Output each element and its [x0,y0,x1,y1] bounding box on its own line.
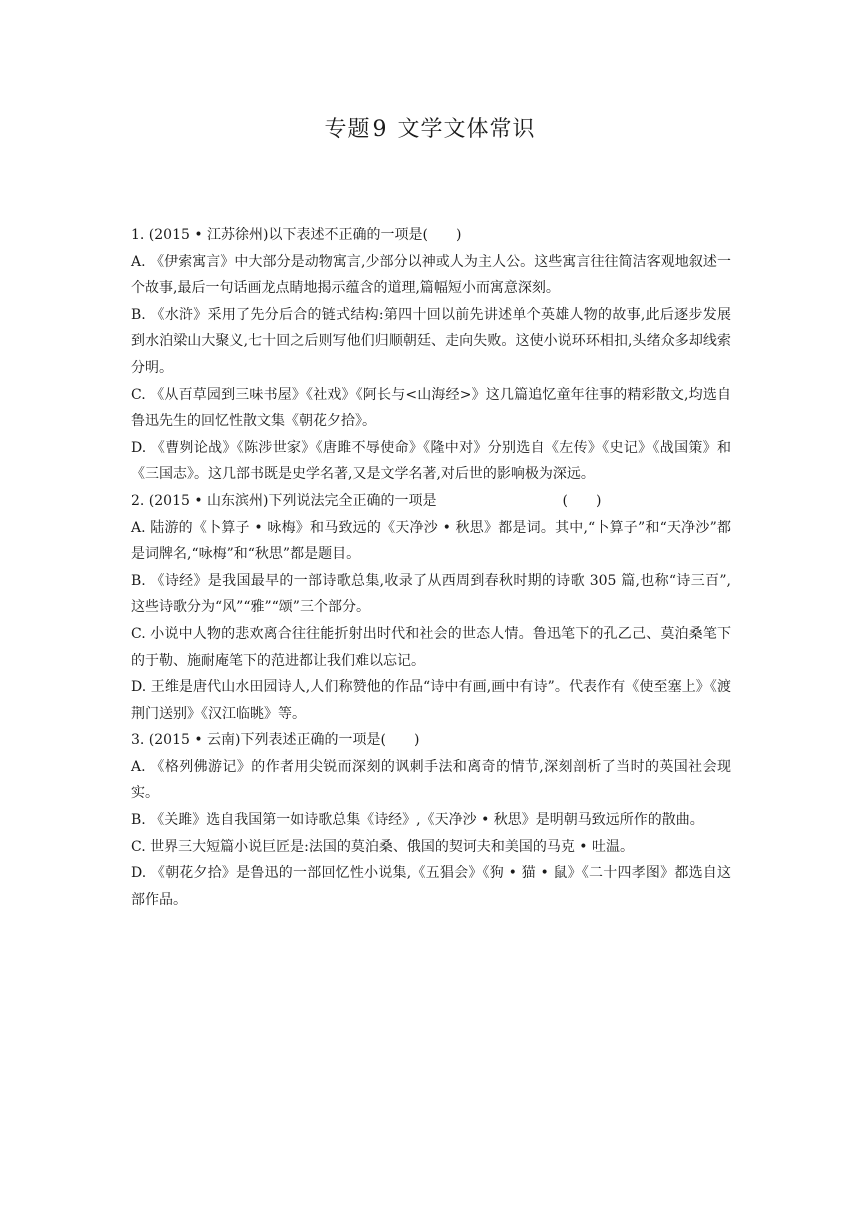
option-a: A. 《格列佛游记》的作者用尖锐而深刻的讽刺手法和离奇的情节,深刻剖析了当时的英国社会现实。 [131,758,731,802]
option-d: D. 《曹刿论战》《陈涉世家》《唐雎不辱使命》《隆中对》分别选自《左传》《史记》《战国策》和《三国志》。这几部书既是史学名著,又是文学名著,对后世的影响极为深远。 [131,439,731,483]
option-c: C. 小说中人物的悲欢离合往往能折射出时代和社会的世态人情。鲁迅笔下的孔乙己、莫泊桑笔下的于勒、施耐庵笔下的范进都让我们难以忘记。 [131,625,731,669]
page-title [0,112,860,143]
question-stem: 1. (2015 • 江苏徐州)以下表述不正确的一项是( ) [131,227,462,243]
option-a: A. 《伊索寓言》中大部分是动物寓言,少部分以神或人为主人公。这些寓言往往简洁客观地叙述一个故事,最后一句话画龙点睛地揭示蕴含的道理,篇幅短小而寓意深刻。 [131,253,731,297]
option-d: D. 王维是唐代山水田园诗人,人们称赞他的作品“诗中有画,画中有诗”。代表作有《使至塞上》《渡荆门送别》《汉江临眺》等。 [131,679,731,722]
title-subject: 文学文体常识 [397,117,536,142]
option-d: D. 《朝花夕拾》是鲁迅的一部回忆性小说集,《五猖会》《狗 • 猫 • 鼠》《二十四孝图》都选自这部作品。 [131,865,731,908]
option-c: C. 《从百草园到三味书屋》《社戏》《阿长与<山海经>》这几篇追忆童年往事的精彩散文,均选自鲁迅先生的回忆性散文集《朝花夕拾》。 [131,386,731,430]
question-1 [131,222,731,488]
option-b: B. 《关雎》选自我国第一如诗歌总集《诗经》,《天净沙 • 秋思》是明朝马致远所作的散曲。 [131,812,704,829]
title-number: 9 [372,117,388,142]
option-a: A. 陆游的《卜算子 • 咏梅》和马致远的《天净沙 • 秋思》都是词。其中,“卜算子”和“天净沙”都是词牌名,“咏梅”和“秋思”都是题目。 [131,519,731,563]
question-list [131,222,731,913]
title-main: 专题 [324,117,371,142]
question-stem: 2. (2015 • 山东滨州)下列说法完全正确的一项是 ( ) [131,492,602,509]
option-b: B. 《水浒》采用了先分后合的链式结构:第四十回以前先讲述单个英雄人物的故事,此后逐步发展到水泊梁山大聚义,七十回之后则写他们归顺朝廷、走向失败。这使小说环环相扣,头绪众多却线索分明。 [131,306,731,376]
option-c: C. 世界三大短篇小说巨匠是:法国的莫泊桑、俄国的契诃夫和美国的马克 • 吐温。 [131,838,634,855]
question-2 [131,488,731,727]
question-3 [131,727,731,913]
option-b: B. 《诗经》是我国最早的一部诗歌总集,收录了从西周到春秋时期的诗歌 305 篇,也称“诗三百”,这些诗歌分为“风”“雅”“颂”三个部分。 [131,572,731,616]
question-stem: 3. (2015 • 云南)下列表述正确的一项是( ) [131,732,420,749]
